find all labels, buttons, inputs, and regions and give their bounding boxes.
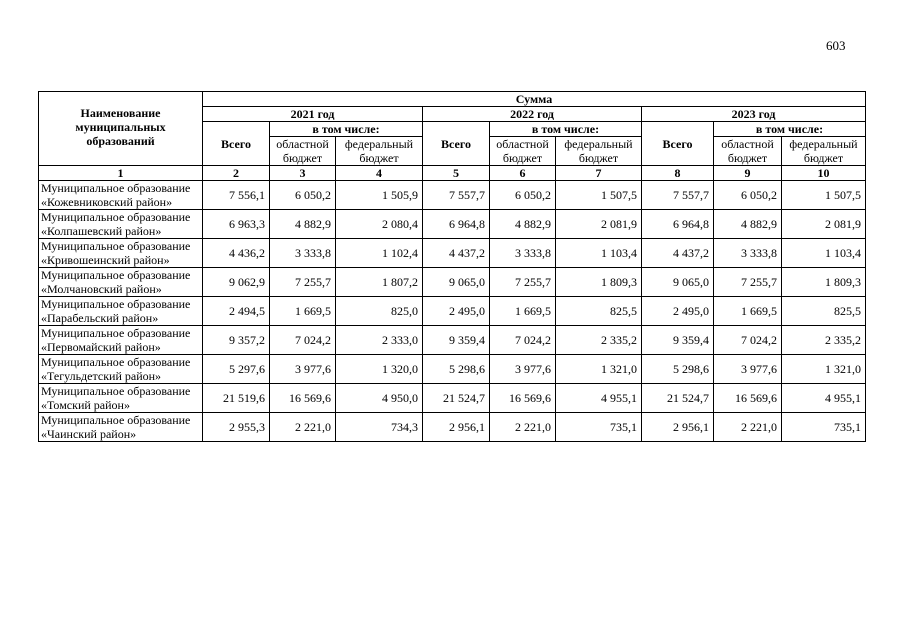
amount-cell: 3 333,8 (270, 239, 336, 268)
table-row (39, 297, 866, 326)
column-number: 4 (336, 166, 423, 181)
amount-cell: 1 669,5 (270, 297, 336, 326)
amount-cell: 6 050,2 (714, 181, 782, 210)
amount-cell: 1 505,9 (336, 181, 423, 210)
amount-cell: 1 103,4 (782, 239, 866, 268)
header-vsego-2022: Всего (423, 122, 490, 166)
amount-cell: 2 221,0 (270, 413, 336, 442)
amount-cell: 735,1 (556, 413, 642, 442)
header-federalny-2023: федеральный бюджет (782, 137, 866, 166)
municipality-name: Муниципальное образование «Тегульдетский район» (39, 355, 203, 384)
amount-cell: 2 956,1 (642, 413, 714, 442)
amount-cell: 1 507,5 (782, 181, 866, 210)
amount-cell: 1 807,2 (336, 268, 423, 297)
amount-cell: 7 255,7 (714, 268, 782, 297)
amount-cell: 4 436,2 (203, 239, 270, 268)
column-number: 10 (782, 166, 866, 181)
header-name-column: Наименование муниципальных образований (39, 92, 203, 166)
amount-cell: 4 955,1 (556, 384, 642, 413)
municipality-name: Муниципальное образование «Чаинский район» (39, 413, 203, 442)
amount-cell: 2 081,9 (556, 210, 642, 239)
amount-cell: 2 494,5 (203, 297, 270, 326)
amount-cell: 7 024,2 (714, 326, 782, 355)
amount-cell: 7 255,7 (490, 268, 556, 297)
amount-cell: 3 333,8 (714, 239, 782, 268)
amount-cell: 3 977,6 (270, 355, 336, 384)
amount-cell: 2 335,2 (782, 326, 866, 355)
amount-cell: 1 320,0 (336, 355, 423, 384)
header-in-that-2021: в том числе: (270, 122, 423, 137)
table-row (39, 181, 866, 210)
header-year-2021: 2021 год (203, 107, 423, 122)
column-number: 2 (203, 166, 270, 181)
table-row (39, 210, 866, 239)
amount-cell: 1 103,4 (556, 239, 642, 268)
amount-cell: 5 297,6 (203, 355, 270, 384)
amount-cell: 7 557,7 (423, 181, 490, 210)
table-row (39, 326, 866, 355)
column-number: 3 (270, 166, 336, 181)
amount-cell: 4 882,9 (270, 210, 336, 239)
amount-cell: 4 882,9 (490, 210, 556, 239)
page-number: 603 (826, 38, 846, 53)
amount-cell: 4 437,2 (642, 239, 714, 268)
amount-cell: 5 298,6 (423, 355, 490, 384)
table-row (39, 268, 866, 297)
budget-table (38, 91, 866, 442)
header-vsego-2023: Всего (642, 122, 714, 166)
header-oblastnoy-2022: областной бюджет (490, 137, 556, 166)
amount-cell: 6 050,2 (270, 181, 336, 210)
amount-cell: 9 357,2 (203, 326, 270, 355)
header-in-that-2023: в том числе: (714, 122, 866, 137)
amount-cell: 2 080,4 (336, 210, 423, 239)
amount-cell: 1 102,4 (336, 239, 423, 268)
table-body (39, 181, 866, 442)
municipality-name: Муниципальное образование «Колпашевский район» (39, 210, 203, 239)
column-number: 9 (714, 166, 782, 181)
column-number-row (39, 166, 866, 181)
amount-cell: 9 359,4 (642, 326, 714, 355)
amount-cell: 4 882,9 (714, 210, 782, 239)
header-federalny-2021: федеральный бюджет (336, 137, 423, 166)
table-row (39, 239, 866, 268)
column-number: 8 (642, 166, 714, 181)
amount-cell: 825,5 (556, 297, 642, 326)
amount-cell: 16 569,6 (714, 384, 782, 413)
amount-cell: 4 955,1 (782, 384, 866, 413)
header-year-2022: 2022 год (423, 107, 642, 122)
amount-cell: 16 569,6 (490, 384, 556, 413)
amount-cell: 1 507,5 (556, 181, 642, 210)
amount-cell: 1 809,3 (782, 268, 866, 297)
amount-cell: 2 495,0 (642, 297, 714, 326)
amount-cell: 4 437,2 (423, 239, 490, 268)
amount-cell: 1 809,3 (556, 268, 642, 297)
amount-cell: 735,1 (782, 413, 866, 442)
amount-cell: 1 321,0 (782, 355, 866, 384)
amount-cell: 7 024,2 (270, 326, 336, 355)
amount-cell: 7 557,7 (642, 181, 714, 210)
amount-cell: 3 977,6 (714, 355, 782, 384)
municipality-name: Муниципальное образование «Парабельский район» (39, 297, 203, 326)
amount-cell: 2 955,3 (203, 413, 270, 442)
amount-cell: 3 333,8 (490, 239, 556, 268)
amount-cell: 825,0 (336, 297, 423, 326)
amount-cell: 9 065,0 (642, 268, 714, 297)
amount-cell: 2 495,0 (423, 297, 490, 326)
header-summa: Сумма (203, 92, 866, 107)
amount-cell: 6 963,3 (203, 210, 270, 239)
header-federalny-2022: федеральный бюджет (556, 137, 642, 166)
column-number: 5 (423, 166, 490, 181)
column-number: 7 (556, 166, 642, 181)
table-row (39, 413, 866, 442)
municipality-name: Муниципальное образование «Молчановский район» (39, 268, 203, 297)
municipality-name: Муниципальное образование «Кожевниковский район» (39, 181, 203, 210)
amount-cell: 734,3 (336, 413, 423, 442)
amount-cell: 21 524,7 (642, 384, 714, 413)
column-number: 6 (490, 166, 556, 181)
amount-cell: 3 977,6 (490, 355, 556, 384)
amount-cell: 6 050,2 (490, 181, 556, 210)
amount-cell: 7 556,1 (203, 181, 270, 210)
header-oblastnoy-2021: областной бюджет (270, 137, 336, 166)
amount-cell: 21 524,7 (423, 384, 490, 413)
amount-cell: 7 255,7 (270, 268, 336, 297)
header-year-2023: 2023 год (642, 107, 866, 122)
amount-cell: 2 333,0 (336, 326, 423, 355)
amount-cell: 4 950,0 (336, 384, 423, 413)
amount-cell: 2 221,0 (490, 413, 556, 442)
municipality-name: Муниципальное образование «Кривошеинский район» (39, 239, 203, 268)
amount-cell: 1 669,5 (714, 297, 782, 326)
header-oblastnoy-2023: областной бюджет (714, 137, 782, 166)
amount-cell: 7 024,2 (490, 326, 556, 355)
header-in-that-2022: в том числе: (490, 122, 642, 137)
amount-cell: 1 669,5 (490, 297, 556, 326)
header-vsego-2021: Всего (203, 122, 270, 166)
amount-cell: 825,5 (782, 297, 866, 326)
amount-cell: 1 321,0 (556, 355, 642, 384)
amount-cell: 2 956,1 (423, 413, 490, 442)
amount-cell: 21 519,6 (203, 384, 270, 413)
amount-cell: 2 335,2 (556, 326, 642, 355)
amount-cell: 9 065,0 (423, 268, 490, 297)
amount-cell: 6 964,8 (423, 210, 490, 239)
amount-cell: 5 298,6 (642, 355, 714, 384)
amount-cell: 2 081,9 (782, 210, 866, 239)
amount-cell: 9 062,9 (203, 268, 270, 297)
municipality-name: Муниципальное образование «Томский район» (39, 384, 203, 413)
table-row (39, 355, 866, 384)
amount-cell: 9 359,4 (423, 326, 490, 355)
amount-cell: 6 964,8 (642, 210, 714, 239)
municipality-name: Муниципальное образование «Первомайский район» (39, 326, 203, 355)
amount-cell: 2 221,0 (714, 413, 782, 442)
amount-cell: 16 569,6 (270, 384, 336, 413)
table-row (39, 384, 866, 413)
column-number: 1 (39, 166, 203, 181)
